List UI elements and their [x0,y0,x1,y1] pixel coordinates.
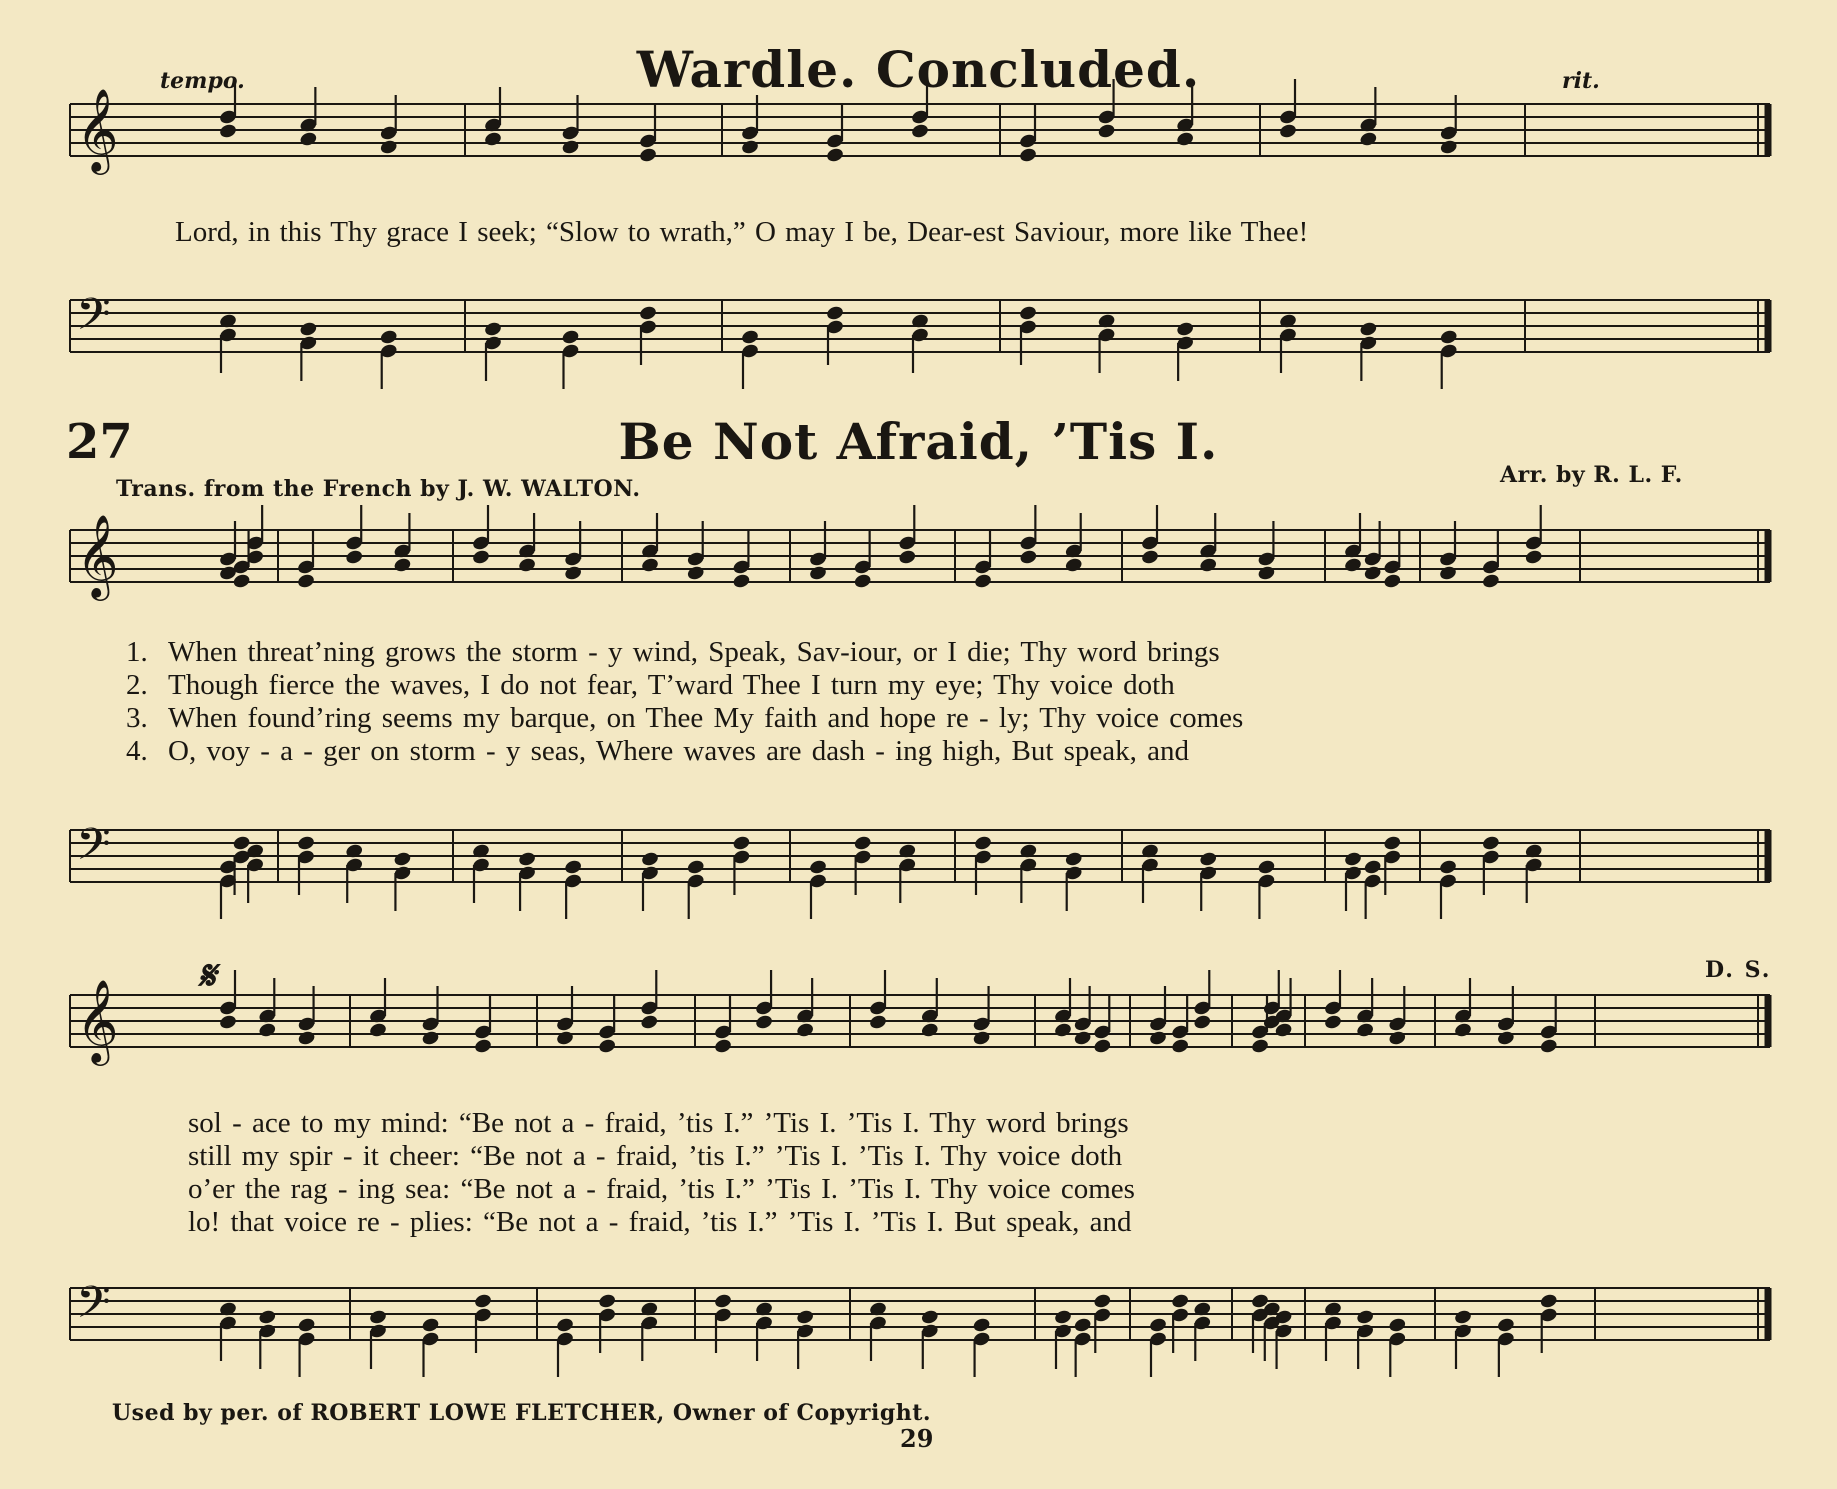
notehead [555,1030,574,1047]
notehead [483,321,502,338]
notehead [1148,1317,1167,1334]
notehead [868,1014,887,1031]
notehead [1073,1030,1092,1047]
notehead [218,1014,237,1031]
notehead [1481,835,1500,852]
notehead [920,1022,939,1039]
notehead [825,305,844,322]
notehead [640,851,659,868]
notehead [808,565,827,582]
verse-number: 4. [126,735,148,767]
notehead [973,573,992,590]
notehead [755,1014,774,1031]
notehead [1359,321,1378,338]
notehead [1073,1317,1092,1334]
notehead [297,1030,316,1047]
notehead [973,835,992,852]
notehead [1053,1309,1072,1326]
notehead [638,147,657,164]
verse-line-1b: sol - ace to my mind: “Be not a - fraid, ’tis I.” ’Tis I. ’Tis I. Thy word brings [188,1107,1129,1139]
verse-text: When threat’ning grows the storm - y wind, Speak, Sav-iour, or I die; Thy word brings [168,636,1220,668]
notehead [561,329,580,346]
notehead [345,549,364,566]
copyright-notice: Used by per. of ROBERT LOWE FLETCHER, Owner of Copyright. [112,1400,932,1426]
notehead [1097,123,1116,140]
notehead [1250,1038,1269,1055]
ritardando-marking: rit. [1562,68,1600,94]
notehead [796,1309,815,1326]
notehead [1453,1309,1472,1326]
notehead [1176,131,1195,148]
notehead [393,851,412,868]
treble-clef-icon: 𝄞 [76,87,119,171]
notehead [379,329,398,346]
verse-line-2b: still my spir - it cheer: “Be not a - fraid, ’tis I.” ’Tis I. ’Tis I. Thy voice doth [188,1140,1123,1172]
notehead [368,1022,387,1039]
notehead [1438,859,1457,876]
notehead [296,573,315,590]
notehead [232,573,251,590]
notehead [1064,557,1083,574]
notehead [1176,321,1195,338]
notehead [564,565,583,582]
notehead [1140,549,1159,566]
notehead [910,123,929,140]
wardle-lyrics: Lord, in this Thy grace I seek; “Slow to wrath,” O may I be, Dear-est Saviour, more like Thee! [175,216,1309,248]
verse-number: 1. [126,636,148,668]
notehead [1438,565,1457,582]
notehead [1359,131,1378,148]
notehead [1383,835,1402,852]
notehead [473,1293,492,1310]
notehead [1064,851,1083,868]
notehead [920,1309,939,1326]
notehead [1388,1317,1407,1334]
notehead [1019,549,1038,566]
notehead [796,1022,815,1039]
notehead [598,1038,617,1055]
notehead [1388,1030,1407,1047]
notehead [732,573,751,590]
notehead [1481,573,1500,590]
notehead [232,835,251,852]
notehead [1343,557,1362,574]
notehead [1257,565,1276,582]
translator-credit: Trans. from the French by J. W. WALTON. [116,476,641,502]
notehead [299,131,318,148]
notehead [1496,1317,1515,1334]
notehead [368,1309,387,1326]
notehead [1199,851,1218,868]
verse-number: 3. [126,702,148,734]
notehead [1193,1014,1212,1031]
notehead [1148,1030,1167,1047]
hymn-title-wardle: Wardle. Concluded. [636,40,1201,99]
notehead [1278,123,1297,140]
notehead [518,557,537,574]
treble-clef-icon: 𝄞 [76,513,119,597]
notehead [297,1317,316,1334]
notehead [473,1038,492,1055]
notehead [1343,851,1362,868]
notehead [740,329,759,346]
bass-clef-icon: 𝄢 [76,288,111,351]
notehead [1323,1014,1342,1031]
notehead [713,1293,732,1310]
notehead [972,1030,991,1047]
treble-clef-icon: 𝄞 [76,978,119,1062]
notehead [853,835,872,852]
notehead [1363,565,1382,582]
verse-line-4b: lo! that voice re - plies: “Be not a - fraid, ’tis I.” ’Tis I. ’Tis I. But speak, and [188,1206,1132,1238]
notehead [1093,1038,1112,1055]
notehead [972,1317,991,1334]
verse-line-3a [126,702,1243,735]
notehead [299,321,318,338]
notehead [1524,549,1543,566]
notehead [1093,1293,1112,1310]
notehead [483,131,502,148]
segno-sign: 𝄋 [198,952,216,999]
verse-line-4a [126,735,1189,768]
notehead [640,1014,659,1031]
notehead [555,1317,574,1334]
notehead [1496,1030,1515,1047]
hymn-title: Be Not Afraid, ’Tis I. [618,412,1219,471]
notehead [686,859,705,876]
notehead [1018,305,1037,322]
notehead [379,139,398,156]
bass-clef-icon: 𝄢 [76,1276,111,1339]
notehead [1199,557,1218,574]
notehead [1018,147,1037,164]
arranger-credit: Arr. by R. L. F. [1500,462,1683,488]
notehead [638,305,657,322]
notehead [393,557,412,574]
notehead [296,835,315,852]
notehead [598,1293,617,1310]
notehead [713,1038,732,1055]
notehead [421,1317,440,1334]
verse-number: 2. [126,669,148,701]
page-number: 29 [900,1424,934,1453]
notehead [564,859,583,876]
notehead [1383,573,1402,590]
notehead [561,139,580,156]
notehead [218,123,237,140]
verse-text: O, voy - a - ger on storm - y seas, Where waves are dash - ing high, But speak, and [168,735,1190,767]
notehead [1363,859,1382,876]
bass-clef-icon: 𝄢 [76,818,111,881]
notehead [732,835,751,852]
notehead [808,859,827,876]
notehead [740,139,759,156]
verse-text: When found’ring seems my barque, on Thee My faith and hope re - ly; Thy voice comes [168,702,1244,734]
notehead [1053,1022,1072,1039]
notehead [898,549,917,566]
notehead [1257,859,1276,876]
notehead [471,549,490,566]
notehead [853,573,872,590]
notehead [640,557,659,574]
verse-text: Though fierce the waves, I do not fear, T’ward Thee I turn my eye; Thy voice doth [168,669,1175,701]
notehead [1453,1022,1472,1039]
notehead [518,851,537,868]
hymn-number: 27 [66,414,133,470]
notehead [1171,1293,1190,1310]
notehead [1171,1038,1190,1055]
notehead [1539,1038,1558,1055]
verse-line-2a [126,669,1175,702]
tempo-marking: tempo. [160,68,245,94]
notehead [1439,139,1458,156]
notehead [1539,1293,1558,1310]
notehead [421,1030,440,1047]
notehead [1356,1309,1375,1326]
notehead [686,565,705,582]
notehead [258,1022,277,1039]
verse-line-1a [126,636,1220,669]
notehead [258,1309,277,1326]
verse-line-3b: o’er the rag - ing sea: “Be not a - fraid, ’tis I.” ’Tis I. ’Tis I. Thy voice comes [188,1173,1135,1205]
dal-segno-marking: D. S. [1705,957,1772,983]
notehead [1439,329,1458,346]
notehead [1356,1022,1375,1039]
notehead [825,147,844,164]
